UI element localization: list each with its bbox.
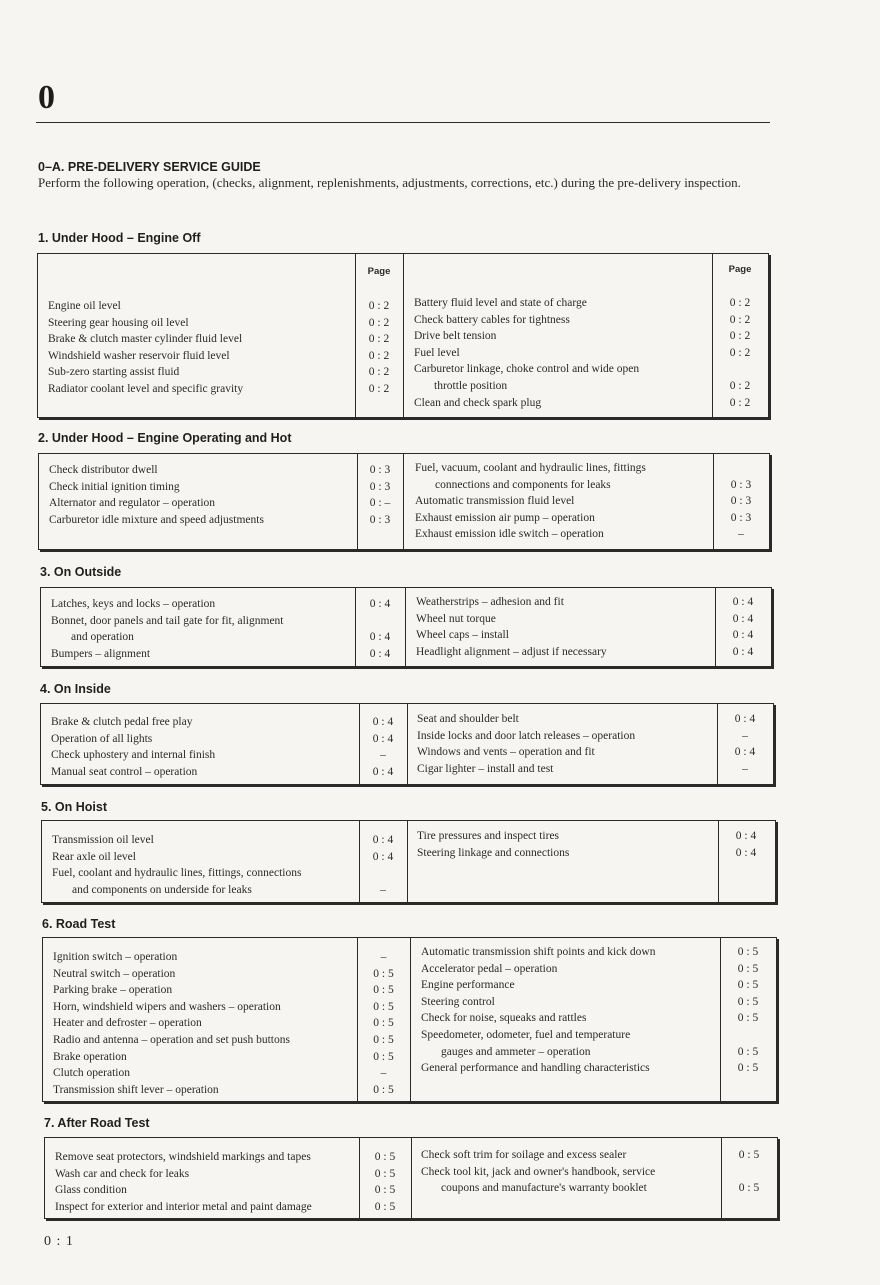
section-box-3 [40, 587, 772, 667]
item: Engine oil level [48, 300, 121, 312]
item: Brake operation [53, 1050, 127, 1063]
page-ref: 0 : 4 [372, 850, 394, 863]
page-ref: 0 : – [369, 497, 391, 510]
item: Check tool kit, jack and owner's handbook, service [421, 1165, 656, 1178]
page-ref: 0 : 5 [373, 1050, 394, 1063]
item: Remove seat protectors, windshield markings and tapes [55, 1151, 311, 1163]
page-ref: 0 : 5 [737, 1062, 759, 1075]
item: Steering gear housing oil level [48, 316, 189, 329]
item: General performance and handling characteristics [421, 1062, 650, 1075]
item: Radiator coolant level and specific gravity [48, 382, 244, 395]
item: Drive belt tension [414, 330, 497, 343]
item: Engine performance [421, 979, 515, 992]
item: Exhaust emission air pump – operation [415, 511, 595, 524]
item: coupons and manufacture's warranty booklet [441, 1182, 647, 1195]
item: Weatherstrips – adhesion and fit [416, 596, 564, 608]
item: and operation [71, 631, 134, 644]
page-ref: 0 : 4 [732, 596, 754, 608]
page-ref: 0 : 5 [737, 1012, 759, 1025]
page-ref: 0 : 5 [738, 1182, 760, 1195]
page-ref: 0 : 2 [729, 379, 751, 392]
intro-paragraph: Perform the following operation, (checks, alignment, replenishments, adjustments, corrections, etc.) during the pre-delivery inspection. [38, 175, 741, 190]
page-ref: 0 : 5 [373, 1083, 394, 1096]
item: Inspect for exterior and interior metal and paint damage [55, 1200, 312, 1213]
page-number: 0 : 1 [44, 1234, 74, 1249]
page-ref: 0 : 2 [729, 330, 751, 343]
item: Accelerator pedal – operation [421, 962, 558, 975]
item: Bonnet, door panels and tail gate for fit, alignment [51, 614, 284, 627]
page-ref: 0 : 2 [368, 300, 390, 312]
page-ref: 0 : 5 [373, 984, 394, 997]
item: Check uphostery and internal finish [51, 749, 216, 762]
page-ref: 0 : 2 [729, 313, 751, 326]
page-ref: 0 : 4 [372, 716, 394, 728]
item: gauges and ammeter – operation [441, 1045, 591, 1058]
item: Carburetor idle mixture and speed adjustments [49, 513, 264, 526]
item: Check battery cables for tightness [414, 313, 570, 326]
item: Radio and antenna – operation and set push buttons [53, 1033, 290, 1046]
item: Heater and defroster – operation [53, 1017, 202, 1030]
section-title-6: 6. Road Test [42, 917, 116, 931]
item: Check soft trim for soilage and excess sealer [421, 1149, 627, 1161]
item: connections and components for leaks [435, 478, 611, 491]
item: Check for noise, squeaks and rattles [421, 1012, 587, 1025]
page-ref [713, 460, 769, 477]
page-ref: 0 : 5 [737, 946, 759, 958]
page-ref: – [742, 729, 748, 742]
section-box-7 [44, 1137, 778, 1219]
item: Brake & clutch pedal free play [51, 716, 193, 728]
page-ref: – [738, 528, 744, 541]
item: Brake & clutch master cylinder fluid level [48, 333, 243, 346]
item: Tire pressures and inspect tires [417, 830, 560, 842]
page-ref: 0 : 5 [737, 1045, 759, 1058]
item: Latches, keys and locks – operation [51, 598, 216, 610]
page-ref [712, 361, 768, 378]
item: Ignition switch – operation [53, 951, 178, 963]
page-ref: 0 : 4 [734, 746, 756, 759]
page-ref: 0 : 4 [372, 765, 394, 778]
guide-title: 0–A. PRE-DELIVERY SERVICE GUIDE [38, 160, 261, 174]
item: Parking brake – operation [53, 984, 173, 997]
item: Fuel, coolant and hydraulic lines, fittings, connections [52, 867, 302, 880]
item: Steering linkage and connections [417, 846, 570, 859]
page-ref [720, 1027, 776, 1044]
item: throttle position [434, 379, 508, 392]
section-title-4: 4. On Inside [40, 682, 111, 696]
section-title-5: 5. On Hoist [41, 800, 107, 814]
header-rule [36, 122, 770, 123]
page-ref: 0 : 2 [368, 382, 390, 395]
item: Wheel nut torque [416, 612, 496, 625]
page-ref: 0 : 4 [735, 830, 757, 842]
item: Windows and vents – operation and fit [417, 746, 595, 759]
page-ref: 0 : 4 [369, 631, 391, 644]
item: Automatic transmission fluid level [415, 495, 575, 508]
page-ref: 0 : 2 [368, 316, 390, 329]
item: Alternator and regulator – operation [49, 497, 216, 510]
page-ref [355, 613, 405, 630]
page-ref: 0 : 3 [730, 495, 752, 508]
page-ref: 0 : 4 [734, 713, 756, 725]
item: Windshield washer reservoir fluid level [48, 349, 230, 362]
item: Clutch operation [53, 1067, 130, 1080]
section-box-2 [38, 453, 770, 550]
page-ref: 0 : 4 [735, 846, 757, 859]
section-box-5 [41, 820, 776, 903]
item: Cigar lighter – install and test [417, 762, 554, 775]
section-title-7: 7. After Road Test [44, 1116, 150, 1130]
page-ref [359, 865, 407, 882]
page-ref: 0 : 5 [373, 1033, 394, 1046]
item: Check initial ignition timing [49, 480, 180, 493]
page-ref: 0 : 3 [730, 511, 752, 524]
page-ref: 0 : 5 [737, 995, 759, 1008]
item: Fuel, vacuum, coolant and hydraulic lines, fittings [415, 462, 646, 474]
item: Steering control [421, 995, 495, 1008]
page-ref: 0 : 4 [732, 645, 754, 658]
page-ref: 0 : 4 [732, 629, 754, 642]
item: Manual seat control – operation [51, 765, 198, 778]
item: Sub-zero starting assist fluid [48, 366, 180, 379]
page-ref: – [742, 762, 748, 775]
item: Horn, windshield wipers and washers – operation [53, 1000, 281, 1013]
page-ref: 0 : 5 [374, 1167, 396, 1180]
page-ref: – [380, 1067, 387, 1080]
section-box-1 [37, 253, 769, 418]
page-header-right: Page [728, 264, 752, 275]
page-ref: 0 : 2 [729, 396, 751, 409]
item: Check distributor dwell [49, 464, 158, 476]
page-ref: 0 : 4 [732, 612, 754, 625]
item: Exhaust emission idle switch – operation [415, 528, 604, 541]
item: Transmission shift lever – operation [53, 1083, 219, 1096]
section-title-1: 1. Under Hood – Engine Off [38, 231, 201, 245]
item: Clean and check spark plug [414, 396, 542, 409]
page-ref: 0 : 4 [372, 732, 394, 745]
item: Wheel caps – install [416, 629, 509, 642]
page-ref: 0 : 5 [374, 1200, 396, 1213]
item: Glass condition [55, 1184, 127, 1197]
section-title-2: 2. Under Hood – Engine Operating and Hot [38, 431, 292, 445]
page-ref: 0 : 4 [372, 834, 394, 846]
page-ref: 0 : 5 [374, 1184, 396, 1197]
page-ref: 0 : 5 [373, 1000, 394, 1013]
item: Speedometer, odometer, fuel and temperature [421, 1028, 631, 1041]
page-ref [721, 1164, 777, 1181]
page-ref: 0 : 3 [369, 513, 391, 526]
section-title-3: 3. On Outside [40, 565, 122, 579]
page-ref: 0 : 5 [374, 1151, 396, 1163]
item: Wash car and check for leaks [55, 1167, 190, 1180]
page-ref: 0 : 2 [368, 333, 390, 346]
page-ref: 0 : 2 [368, 366, 390, 379]
page-ref: 0 : 5 [373, 967, 394, 980]
section-box-6 [42, 937, 777, 1102]
page-ref: 0 : 3 [369, 480, 391, 493]
page-ref: 0 : 3 [730, 478, 752, 491]
item: Fuel level [414, 346, 460, 359]
page-ref: 0 : 4 [369, 598, 391, 610]
item: Operation of all lights [51, 732, 153, 745]
page-ref: – [380, 951, 387, 963]
page-ref: 0 : 2 [368, 349, 390, 362]
page-ref: 0 : 5 [737, 979, 759, 992]
page-ref: 0 : 2 [729, 346, 751, 359]
page-ref: 0 : 5 [737, 962, 759, 975]
item: Headlight alignment – adjust if necessary [416, 645, 607, 658]
item: Seat and shoulder belt [417, 713, 519, 725]
page-ref: 0 : 2 [729, 297, 751, 309]
item: Battery fluid level and state of charge [414, 297, 587, 309]
chapter-number: 0 [38, 79, 55, 116]
item: Neutral switch – operation [53, 967, 176, 980]
page-header-left: Page [367, 266, 391, 277]
page-ref: – [380, 883, 386, 896]
page-ref: – [380, 749, 386, 762]
item: Rear axle oil level [52, 850, 136, 863]
page-ref: 0 : 5 [738, 1149, 760, 1161]
item: Inside locks and door latch releases – operation [417, 729, 636, 742]
item: Automatic transmission shift points and kick down [421, 946, 656, 958]
item: Bumpers – alignment [51, 647, 151, 660]
item: Transmission oil level [52, 834, 154, 846]
page-ref: 0 : 3 [369, 464, 391, 476]
item: Carburetor linkage, choke control and wide open [414, 363, 640, 376]
item: and components on underside for leaks [72, 883, 252, 896]
page-ref: 0 : 4 [369, 647, 391, 660]
section-box-4 [40, 703, 774, 785]
page-ref: 0 : 5 [373, 1017, 394, 1030]
